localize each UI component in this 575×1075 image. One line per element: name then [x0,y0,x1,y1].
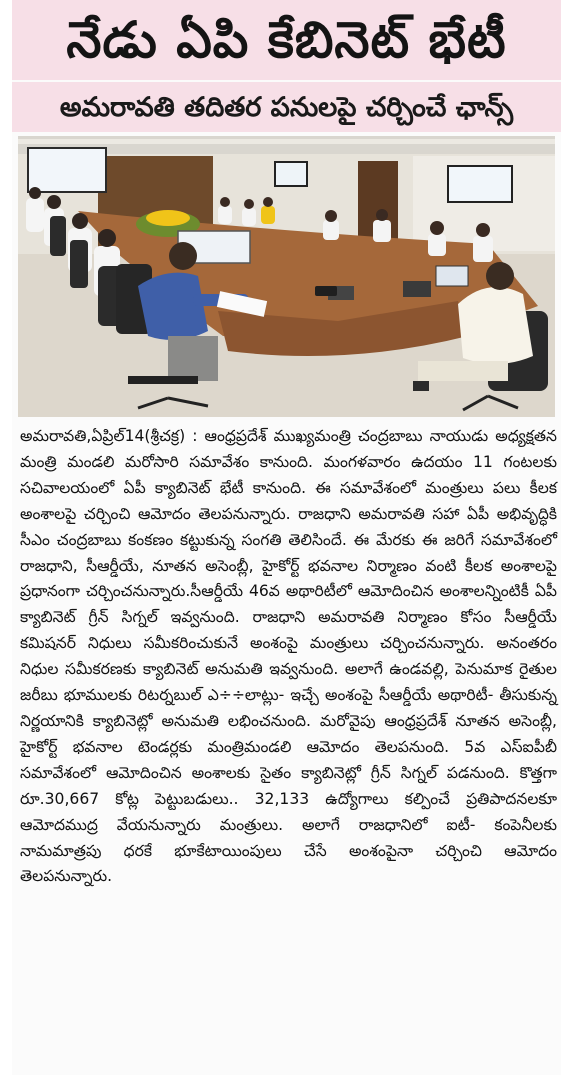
wall-screen-left [28,148,106,192]
cabinet-meeting-photo [18,136,555,417]
subheadline: అమరావతి తదితర పనులపై చర్చించే ఛాన్స్ [59,92,514,123]
wall-screen-right [448,166,512,202]
meeting-room-illustration [18,136,555,417]
article-body: అమరావతి,ఏప్రిల్14(శ్రీచక్ర) : ఆంధ్రప్రదేశ్ ముఖ్యమంత్రి చంద్రబాబు నాయుడు అధ్యక్షతన మంత్రి మండలి మరోసారి సమావేశం కానుంది. మంగళవారం ఉదయం 11 గంటలకు సచివాలయంలో ఏపీ క్యాబినెట్ భేటీ కానుంది. ఈ సమావేశంలో మంత్రులు పలు కీలక అంశాలపై చర్చించి ఆమోదం తెలపనున్నారు. రాజధాని అమరావతి సహా ఏపీ అభివృద్ధికి సీఎం చంద్రబాబు కంకణం కట్టుకున్న సంగతి తెలిసిందే. ఈ మేరకు ఈ జరిగే సమావేశంలో రాజధాని, సీఆర్డీయే, నూతన అసెంబ్లీ, హైకోర్ట్ భవనాల నిర్మాణం వంటి కీలక అంశాలపై ప్రధానంగా చర్చించనున్నారు.సీఆర్డీయే 46వ అథారిటీలో ఆమోదించిన అంశాలన్నింటికీ ఏపీ క్యాబినెట్ గ్రీన్ సిగ్నల్ ఇవ్వనుంది. రాజధాని అమరావతి నిర్మాణం కోసం సీఆర్డీయే కమిషనర్ నిధులు సమీకరించుకునే అంశంపై మంత్రులు చర్చించనున్నారు. అనంతరం నిధుల సమీకరణకు క్యాబినెట్ అనుమతి ఇవ్వనుంది. అలాగే ఉండవల్లి, పెనుమాక రైతుల జరీబు భూములకు రిటర్నబుల్ ఎ÷÷లాట్లు- ఇచ్చే అంశంపై సీఆర్డీయే అథారిటీ- తీసుకున్న నిర్ణయానికి క్యాబినెట్లో అనుమతి లభించనుంది. మరోవైపు ఆంధ్రప్రదేశ్ నూతన అసెంబ్లీ, హైకోర్ట్ భవనాల టెండర్లకు మంత్రిమండలి ఆమోదం తెలపనుంది. 5వ ఎస్ఐపీబీ సమావేశంలో ఆమోదించిన అంశాలకు సైతం క్యాబినెట్లో గ్రీన్ సిగ్నల్ పడనుంది. కొత్తగా రూ.30,667 కోట్ల పెట్టుబడులు.. 32,133 ఉద్యోగాలు కల్పించే ప్రతిపాదనలకూ ఆమోదముద్ర వేయనున్నారు మంత్రులు. అలాగే రాజధానిలో ఐటీ- కంపెనీలకు నామమాత్రపు ధరకే భూకేటాయింపులు చేసే అంశంపైనా చర్చించి ఆమోదం తెలపనున్నారు. [20,427,557,886]
wall-screen-center [275,162,307,186]
headline: నేడు ఏపి కేబినెట్ భేటీ [66,11,507,69]
